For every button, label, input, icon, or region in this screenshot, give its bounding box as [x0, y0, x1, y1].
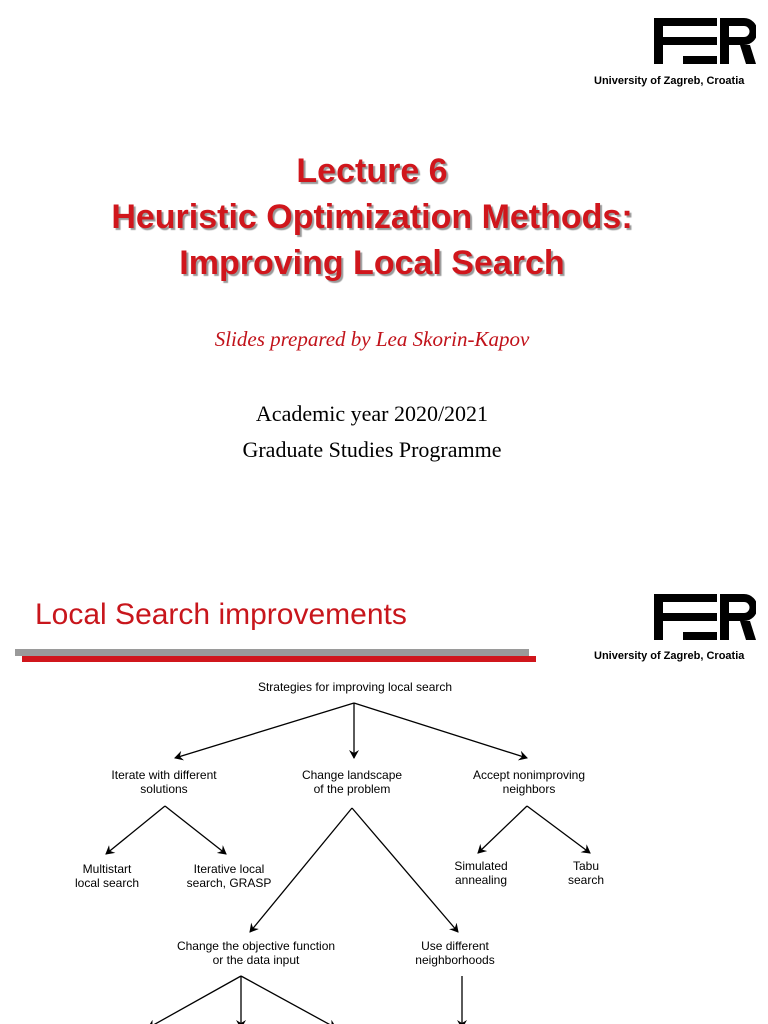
- node-multistart-line1: Multistart: [82, 862, 132, 876]
- edge-accept-simulated: [478, 806, 527, 853]
- node-objective-line1: Change the objective function: [176, 939, 336, 953]
- edge-accept-tabu: [527, 806, 590, 853]
- slide-title: Local Search improvements: [35, 598, 407, 631]
- affiliation: University of Zagreb, Croatia: [594, 650, 745, 662]
- node-multistart-line2: local search: [74, 876, 140, 890]
- lecture-title: Heuristic Optimization Methods:: [111, 198, 633, 236]
- node-landscape-line2: of the problem: [313, 782, 391, 796]
- node-landscape-line1: Change landscape: [301, 768, 403, 782]
- academic-year: Academic year 2020/2021: [255, 401, 489, 426]
- node-accept: [473, 768, 585, 796]
- fer-logo: [654, 18, 756, 64]
- node-landscape: [302, 768, 402, 796]
- edge-objective-a: [148, 976, 241, 1024]
- node-objective-line2: or the data input: [212, 953, 300, 967]
- edge-root-iterate: [175, 703, 354, 758]
- node-simulated: [454, 859, 507, 887]
- edge-objective-c: [241, 976, 336, 1024]
- edge-iterate-iterative: [165, 806, 226, 854]
- node-simulated-line1: Simulated: [454, 859, 508, 873]
- node-iterate-line1: Iterate with different: [111, 768, 217, 782]
- node-neighborhoods-line2: neighborhoods: [415, 953, 495, 967]
- node-iterate-line2: solutions: [140, 782, 188, 796]
- node-accept-line1: Accept nonimproving: [472, 768, 586, 782]
- edge-landscape-neighborhoods: [352, 808, 458, 932]
- affiliation: University of Zagreb, Croatia: [594, 75, 745, 87]
- node-accept-line2: neighbors: [502, 782, 556, 796]
- node-tabu-line1: Tabu: [572, 859, 600, 873]
- node-simulated-line2: annealing: [454, 873, 508, 887]
- node-multistart: [75, 862, 139, 890]
- edge-root-accept: [354, 703, 527, 758]
- node-objective: [177, 939, 335, 967]
- node-neighborhoods-line1: Use different: [421, 939, 489, 953]
- node-iterate: [111, 768, 216, 796]
- node-iterative-line1: Iterative local: [193, 862, 265, 876]
- lecture-subtitle: Improving Local Search: [179, 244, 565, 282]
- node-neighborhoods: [415, 939, 494, 967]
- prepared-by: Slides prepared by Lea Skorin-Kapov: [214, 327, 530, 351]
- programme: Graduate Studies Programme: [242, 437, 502, 462]
- node-iterative-line2: search, GRASP: [186, 876, 272, 890]
- content-slide: [0, 560, 768, 1024]
- lecture-number: Lecture 6: [296, 152, 448, 190]
- node-tabu: [568, 859, 604, 887]
- node-tabu-line2: search: [567, 873, 605, 887]
- edge-iterate-multistart: [106, 806, 165, 854]
- node-root: Strategies for improving local search: [257, 680, 453, 694]
- node-iterative: [187, 862, 272, 890]
